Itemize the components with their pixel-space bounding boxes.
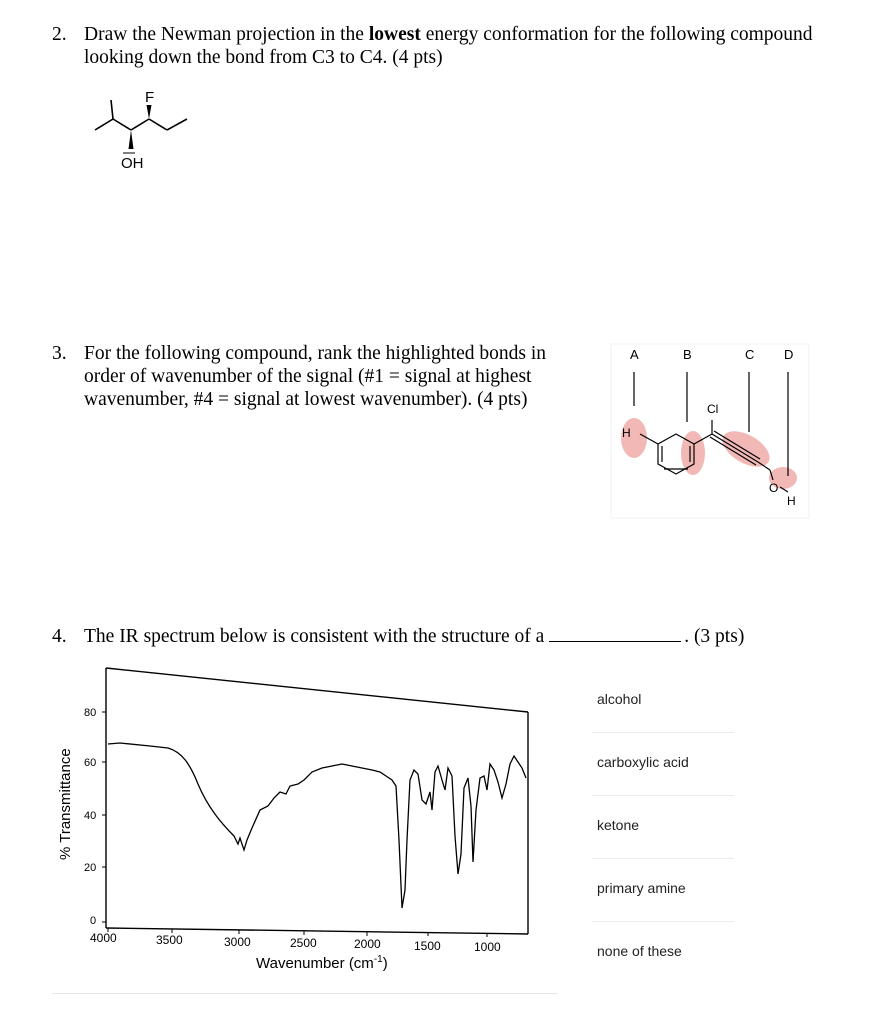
option-divider <box>592 795 734 796</box>
x-tick-label: 1000 <box>474 940 501 954</box>
x-axis-label-sup: -1 <box>373 954 383 965</box>
label-a: A <box>630 347 639 362</box>
x-tick-label: 2000 <box>354 937 381 951</box>
x-tick-label: 1500 <box>414 939 441 953</box>
x-axis-label-main: Wavenumber (cm <box>256 955 374 972</box>
ir-spectrum <box>50 660 560 980</box>
question-3-text <box>84 342 546 411</box>
bond <box>113 119 131 130</box>
question-2-text <box>84 23 813 69</box>
question-2-text-b: energy conformation for the following compound <box>420 24 813 45</box>
y-tick-label: 60 <box>84 757 97 769</box>
highlight-b <box>681 431 705 475</box>
x-tick-label: 2500 <box>290 936 317 950</box>
y-tick-label: 20 <box>84 862 97 874</box>
bond <box>131 119 149 130</box>
option-primary-amine[interactable]: primary amine <box>597 880 686 896</box>
question-2-number: 2. <box>52 24 67 45</box>
x-axis-label-end: ) <box>382 955 388 972</box>
top-border <box>106 668 528 712</box>
q3-structure <box>608 342 813 520</box>
x-tick-label: 4000 <box>90 931 117 945</box>
x-axis-label <box>256 954 388 972</box>
y-tick-label: 80 <box>84 707 97 719</box>
option-divider <box>592 921 734 922</box>
option-divider <box>592 732 734 733</box>
spectrum-trace <box>108 743 526 908</box>
option-none-of-these[interactable]: none of these <box>597 943 682 959</box>
question-4-number: 4. <box>52 626 67 647</box>
answer-blank[interactable] <box>549 626 681 642</box>
option-divider <box>592 858 734 859</box>
y-tick-label: 0 <box>90 915 97 927</box>
question-4-points: . (3 pts) <box>684 626 745 647</box>
question-3-number: 3. <box>52 343 67 364</box>
question-2-text-a: Draw the Newman projection in the <box>84 24 369 45</box>
question-4-text <box>84 625 744 648</box>
bond <box>111 100 113 119</box>
option-carboxylic-acid[interactable]: carboxylic acid <box>597 754 689 770</box>
option-ketone[interactable]: ketone <box>597 817 640 833</box>
question-2-bold: lowest <box>368 24 421 45</box>
atom-f: F <box>145 89 155 106</box>
question-3-line-2: order of wavenumber of the signal (#1 = signal at highest <box>84 366 532 387</box>
highlight-c <box>716 424 775 474</box>
atom-h-2: H <box>787 494 796 508</box>
option-alcohol[interactable]: alcohol <box>597 691 642 707</box>
bond <box>149 119 167 130</box>
bond <box>95 119 113 130</box>
question-3-line-3: wavenumber, #4 = signal at lowest wavenumber). (4 pts) <box>84 389 528 410</box>
q2-structure <box>85 88 205 178</box>
label-b: B <box>683 347 692 362</box>
spectrum-divider <box>52 993 558 994</box>
atom-cl: Cl <box>707 402 719 416</box>
label-d: D <box>784 347 794 362</box>
atom-oh: OH <box>121 155 144 172</box>
wedge-bond <box>129 130 134 149</box>
x-tick-label: 3000 <box>224 935 251 949</box>
question-2-line-2: looking down the bond from C3 to C4. (4 pts) <box>84 47 443 68</box>
y-axis-label: % Transmittance <box>57 748 74 860</box>
y-tick-label: 40 <box>84 810 97 822</box>
atom-o: O <box>769 481 779 495</box>
question-3-line-1: For the following compound, rank the highlighted bonds in <box>84 343 546 364</box>
wedge-bond <box>147 105 152 119</box>
x-tick-label: 3500 <box>156 933 183 947</box>
label-c: C <box>745 347 755 362</box>
question-4-prompt: The IR spectrum below is consistent with the structure of a <box>84 626 545 647</box>
atom-h: H <box>622 426 631 440</box>
bond <box>167 119 187 130</box>
